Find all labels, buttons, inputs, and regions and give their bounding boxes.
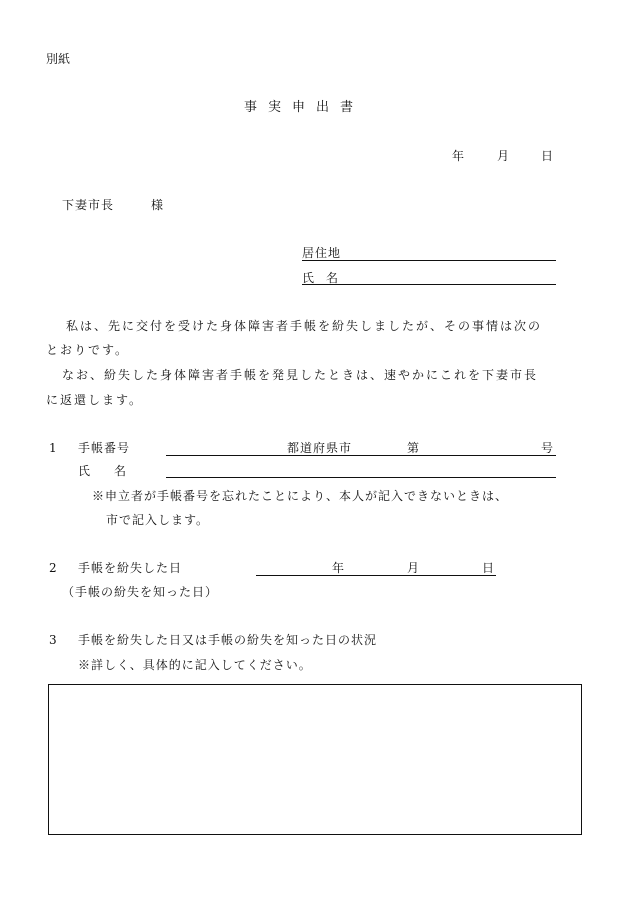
item-1-prefecture: 都道府県市 (287, 441, 353, 455)
body-paragraph-2-line-1: なお、紛失した身体障害者手帳を発見したときは、速やかにこれを下妻市長 (62, 368, 539, 382)
addressee-honorific: 様 (151, 198, 164, 212)
circumstances-textarea[interactable] (48, 684, 582, 835)
applicant-name-field[interactable] (302, 284, 556, 285)
addressee-name: 下妻市長 (62, 198, 115, 212)
item-2-number: 2 (49, 561, 57, 575)
applicant-name-label: 氏 名 (302, 271, 339, 285)
item-1-number: 1 (49, 441, 57, 455)
item-1-go: 号 (541, 441, 554, 455)
body-paragraph-2-line-2: に返還します。 (46, 393, 144, 407)
item-2-year: 年 (332, 561, 345, 575)
residence-label: 居住地 (302, 246, 342, 260)
item-3-label: 手帳を紛失した日又は手帳の紛失を知った日の状況 (78, 633, 378, 647)
loss-date-field[interactable] (256, 575, 496, 576)
item-1-label: 手帳番号 (78, 441, 131, 455)
attachment-label: 別紙 (46, 52, 71, 66)
item-3-number: 3 (49, 633, 57, 647)
date-month: 月 (497, 149, 510, 163)
item-2-month: 月 (407, 561, 420, 575)
item-3-note: ※詳しく、具体的に記入してください。 (78, 658, 312, 672)
item-2-sub-label: （手帳の紛失を知った日） (62, 585, 219, 599)
holder-name-field[interactable] (166, 477, 556, 478)
residence-field[interactable] (302, 260, 556, 261)
item-1-dai: 第 (407, 441, 420, 455)
body-paragraph-1-line-1: 私は、先に交付を受けた身体障害者手帳を紛失しましたが、その事情は次の (66, 319, 543, 333)
item-1-note-line-2: 市で記入します。 (106, 513, 210, 527)
date-day: 日 (541, 149, 554, 163)
item-2-day: 日 (482, 561, 495, 575)
item-2-label: 手帳を紛失した日 (78, 561, 183, 575)
date-year: 年 (452, 149, 465, 163)
item-1-note-line-1: ※申立者が手帳番号を忘れたことにより、本人が記入できないときは、 (92, 489, 509, 503)
body-paragraph-1-line-2: とおりです。 (46, 343, 130, 357)
item-1-name-label: 氏 名 (78, 464, 127, 478)
handbook-number-field[interactable] (166, 455, 556, 456)
document-title: 事実申出書 (244, 100, 365, 115)
